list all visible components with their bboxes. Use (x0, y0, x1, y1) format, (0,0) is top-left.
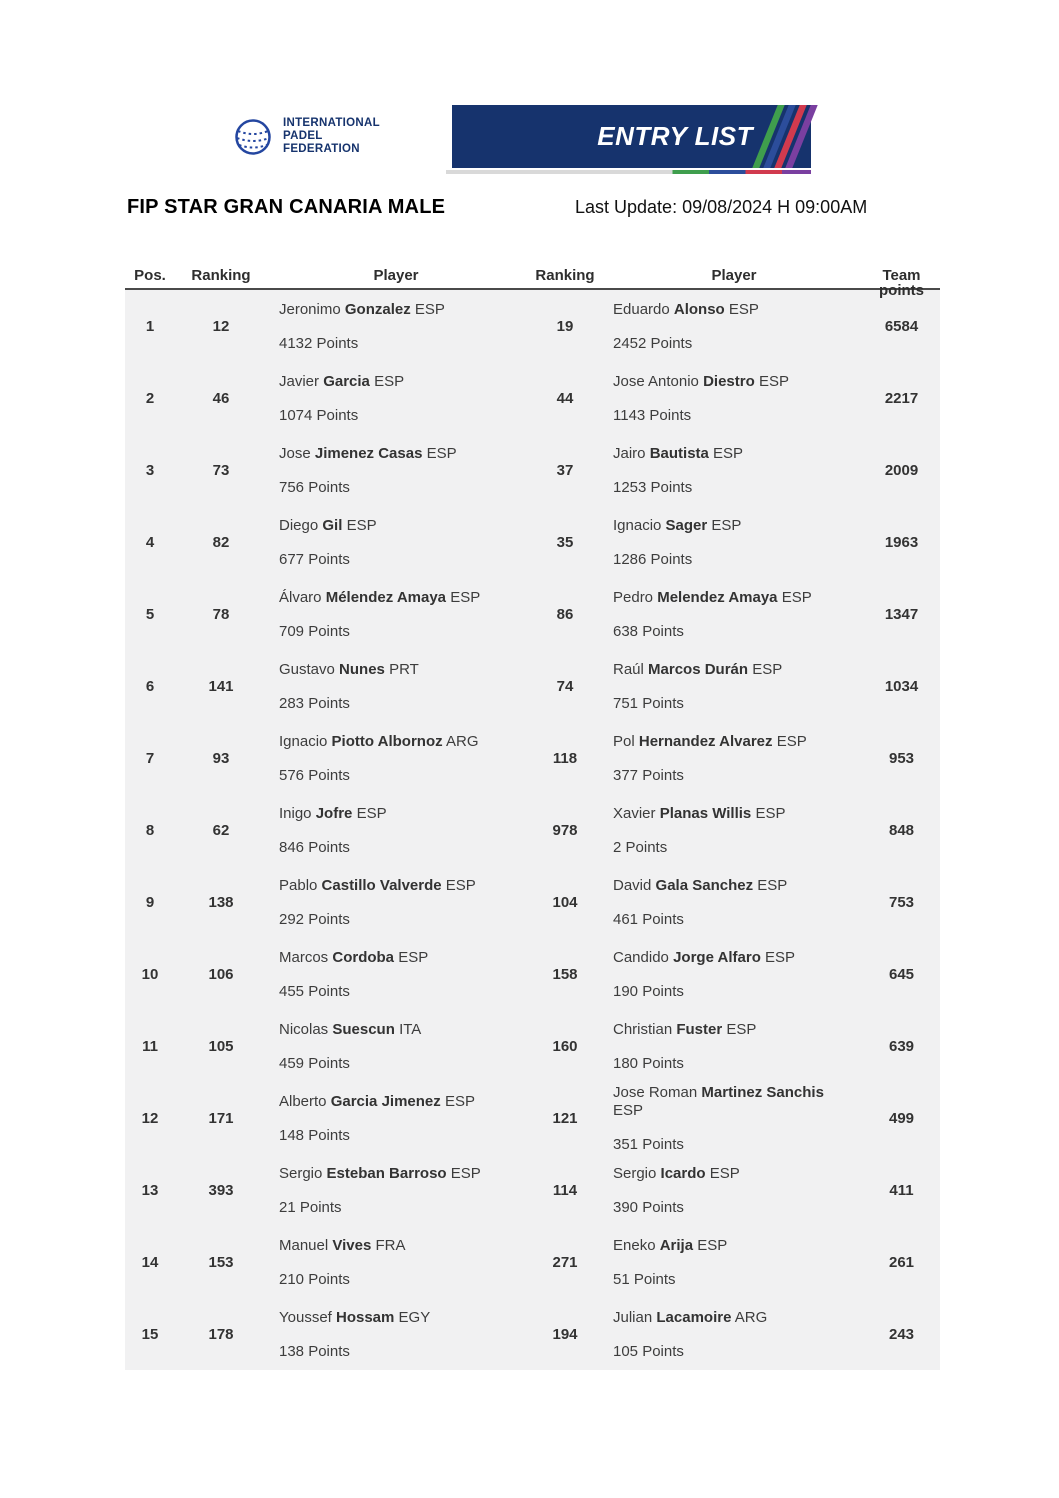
table-row (125, 578, 940, 650)
table-row (125, 794, 940, 866)
player-cell-right (605, 506, 863, 578)
player-country-code: ESP (450, 1164, 481, 1182)
player-name-left (279, 517, 525, 535)
header-team-line1: Team (882, 267, 921, 284)
ipf-logo-line3: FEDERATION (283, 142, 360, 155)
player-last-name: Gala Sanchez (655, 876, 754, 894)
player-points-left: 292 Points (279, 910, 350, 928)
ranking-cell-right: 35 (556, 533, 574, 551)
player-country-code: ESP (728, 300, 759, 318)
player-cell-right (605, 650, 863, 722)
player-last-name: Garcia Jimenez (330, 1092, 441, 1110)
team-points-cell: 2217 (884, 389, 919, 407)
entry-table-body (125, 290, 940, 1370)
player-points-right: 461 Points (613, 910, 684, 928)
player-points-left: 576 Points (279, 766, 350, 784)
position-cell: 15 (141, 1325, 159, 1343)
player-last-name: Suescun (332, 1020, 395, 1038)
player-country-code: ESP (781, 588, 812, 606)
player-cell-left (267, 578, 525, 650)
table-row (125, 506, 940, 578)
player-country-code: ESP (426, 444, 457, 462)
player-name-left (279, 661, 525, 679)
player-name-right (613, 1237, 835, 1255)
player-points-left: 459 Points (279, 1054, 350, 1072)
player-cell-left (267, 1154, 525, 1226)
player-cell-left (267, 1082, 525, 1154)
player-first-name: Julian (613, 1308, 653, 1326)
ranking-cell-left: 153 (208, 1253, 234, 1271)
ipf-logo-line1: INTERNATIONAL (283, 117, 380, 130)
player-name-left (279, 805, 525, 823)
player-cell-right (605, 1226, 863, 1298)
player-country-code: ESP (356, 804, 387, 822)
ranking-cell-left: 393 (208, 1181, 234, 1199)
player-name-left (279, 445, 525, 463)
ipf-logo-line2: PADEL (283, 130, 323, 143)
player-points-right: 1253 Points (613, 478, 693, 496)
header-player-left: Player (373, 267, 419, 284)
player-cell-right (605, 1298, 863, 1370)
player-cell-right (605, 434, 863, 506)
player-first-name: Jeronimo (279, 300, 341, 318)
player-points-right: 51 Points (613, 1270, 676, 1288)
entry-table (125, 265, 940, 1370)
player-country-code: ESP (346, 516, 377, 534)
player-country-code: ESP (757, 876, 788, 894)
position-cell: 2 (145, 389, 155, 407)
player-first-name: Ignacio (279, 732, 328, 750)
player-points-left: 138 Points (279, 1342, 350, 1360)
player-first-name: Jose Roman (613, 1083, 698, 1101)
position-cell: 13 (141, 1181, 159, 1199)
player-country-code: ESP (713, 444, 744, 462)
table-row (125, 650, 940, 722)
player-last-name: Bautista (649, 444, 709, 462)
player-first-name: Nicolas (279, 1020, 329, 1038)
player-last-name: Sager (665, 516, 708, 534)
player-cell-left (267, 1226, 525, 1298)
player-last-name: Mélendez Amaya (325, 588, 447, 606)
player-cell-left (267, 434, 525, 506)
team-points-cell: 261 (888, 1253, 915, 1271)
player-cell-left (267, 866, 525, 938)
player-cell-right (605, 866, 863, 938)
player-country-code: ESP (776, 732, 807, 750)
player-first-name: Jose Antonio (613, 372, 699, 390)
ranking-cell-left: 178 (208, 1325, 234, 1343)
player-points-right: 2 Points (613, 838, 668, 856)
player-cell-right (605, 578, 863, 650)
player-cell-right (605, 1010, 863, 1082)
player-cell-left (267, 1010, 525, 1082)
player-first-name: Sergio (613, 1164, 657, 1182)
player-points-left: 1074 Points (279, 406, 359, 424)
player-cell-right (605, 722, 863, 794)
position-cell: 11 (142, 1037, 158, 1055)
ranking-cell-left: 73 (212, 461, 230, 479)
position-cell: 1 (145, 317, 155, 335)
header-pos: Pos. (134, 267, 166, 284)
player-cell-left (267, 722, 525, 794)
player-points-right: 751 Points (613, 694, 684, 712)
player-country-code: ESP (726, 1020, 757, 1038)
player-points-right: 1143 Points (613, 406, 692, 424)
player-first-name: Inigo (279, 804, 312, 822)
player-points-right: 638 Points (613, 622, 684, 640)
player-country-code: ESP (765, 948, 796, 966)
player-points-right: 190 Points (613, 982, 684, 1000)
ranking-cell-right: 121 (552, 1109, 578, 1127)
ranking-cell-left: 93 (212, 749, 230, 767)
player-cell-right (605, 362, 863, 434)
player-country-code: ESP (445, 876, 476, 894)
header-team-points (863, 265, 940, 298)
player-name-left (279, 877, 525, 895)
player-last-name: Jimenez Casas (314, 444, 423, 462)
player-first-name: Pol (613, 732, 635, 750)
player-name-right (613, 301, 835, 319)
player-first-name: Pedro (613, 588, 654, 606)
table-row (125, 938, 940, 1010)
player-first-name: Alberto (279, 1092, 327, 1110)
table-row (125, 1298, 940, 1370)
player-first-name: Gustavo (279, 660, 335, 678)
player-name-left (279, 733, 525, 751)
position-cell: 3 (145, 461, 155, 479)
player-name-right (613, 949, 835, 967)
player-name-left (279, 589, 525, 607)
player-country-code: ESP (374, 372, 405, 390)
player-last-name: Lacamoire (656, 1308, 732, 1326)
ranking-cell-right: 194 (552, 1325, 578, 1343)
player-name-right (613, 517, 835, 535)
player-name-right (613, 1309, 835, 1327)
player-points-right: 2452 Points (613, 334, 693, 352)
player-cell-left (267, 650, 525, 722)
table-row (125, 290, 940, 362)
player-last-name: Melendez Amaya (657, 588, 778, 606)
player-first-name: Sergio (279, 1164, 323, 1182)
team-points-cell: 6584 (884, 317, 919, 335)
player-points-left: 4132 Points (279, 334, 359, 352)
player-country-code: ITA (399, 1020, 422, 1038)
position-cell: 4 (145, 533, 155, 551)
position-cell: 5 (145, 605, 155, 623)
player-last-name: Alonso (673, 300, 725, 318)
player-first-name: Pablo (279, 876, 318, 894)
ranking-cell-right: 44 (556, 389, 574, 407)
player-name-right (613, 877, 835, 895)
player-last-name: Icardo (660, 1164, 706, 1182)
player-country-code: ESP (414, 300, 445, 318)
ranking-cell-left: 141 (208, 677, 234, 695)
table-row (125, 362, 940, 434)
player-name-right (613, 805, 835, 823)
player-country-code: PRT (389, 660, 419, 678)
player-first-name: David (613, 876, 652, 894)
position-cell: 8 (145, 821, 155, 839)
player-country-code: ESP (709, 1164, 740, 1182)
team-points-cell: 645 (888, 965, 915, 983)
player-first-name: Raúl (613, 660, 644, 678)
player-first-name: Ignacio (613, 516, 662, 534)
table-header-row (125, 265, 940, 299)
player-cell-left (267, 938, 525, 1010)
team-points-cell: 1347 (884, 605, 919, 623)
player-country-code: ARG (734, 1308, 768, 1326)
ranking-cell-right: 978 (552, 821, 578, 839)
table-row (125, 1226, 940, 1298)
player-country-code: ESP (752, 660, 783, 678)
player-country-code: EGY (398, 1308, 431, 1326)
player-country-code: ESP (450, 588, 481, 606)
player-points-right: 1286 Points (613, 550, 693, 568)
player-name-left (279, 1021, 525, 1039)
player-points-right: 180 Points (613, 1054, 684, 1072)
player-first-name: Candido (613, 948, 669, 966)
player-first-name: Youssef (279, 1308, 332, 1326)
team-points-cell: 848 (888, 821, 915, 839)
ranking-cell-right: 104 (552, 893, 578, 911)
player-last-name: Arija (659, 1236, 694, 1254)
banner-underline-decoration (446, 170, 811, 174)
player-cell-left (267, 1298, 525, 1370)
player-first-name: Eduardo (613, 300, 670, 318)
player-first-name: Álvaro (279, 588, 322, 606)
player-last-name: Hossam (336, 1308, 395, 1326)
player-country-code: FRA (375, 1236, 406, 1254)
player-last-name: Marcos Durán (648, 660, 749, 678)
player-country-code: ESP (613, 1101, 644, 1119)
player-last-name: Hernandez Alvarez (638, 732, 773, 750)
team-points-cell: 753 (888, 893, 915, 911)
table-row (125, 722, 940, 794)
player-name-right (613, 373, 835, 391)
player-points-right: 105 Points (613, 1342, 684, 1360)
player-points-left: 455 Points (279, 982, 350, 1000)
header-ranking-right: Ranking (535, 267, 595, 284)
ranking-cell-right: 19 (556, 317, 574, 335)
player-last-name: Castillo Valverde (321, 876, 442, 894)
ranking-cell-right: 114 (552, 1181, 578, 1199)
position-cell: 6 (145, 677, 155, 695)
team-points-cell: 2009 (884, 461, 919, 479)
player-first-name: Xavier (613, 804, 656, 822)
player-first-name: Christian (613, 1020, 673, 1038)
ranking-cell-right: 37 (556, 461, 574, 479)
player-name-right (613, 1165, 835, 1183)
ipf-logo (205, 105, 452, 168)
player-last-name: Piotto Albornoz (331, 732, 443, 750)
player-name-right (613, 1021, 835, 1039)
player-points-left: 148 Points (279, 1126, 350, 1144)
ipf-ball-icon (233, 117, 273, 157)
player-name-left (279, 373, 525, 391)
ranking-cell-right: 74 (556, 677, 574, 695)
ranking-cell-left: 46 (212, 389, 230, 407)
player-points-left: 283 Points (279, 694, 350, 712)
player-cell-right (605, 1154, 863, 1226)
team-points-cell: 1963 (884, 533, 919, 551)
player-last-name: Cordoba (332, 948, 395, 966)
player-points-left: 756 Points (279, 478, 350, 496)
player-country-code: ESP (398, 948, 429, 966)
header-player-right: Player (711, 267, 757, 284)
player-last-name: Martinez Sanchis (701, 1083, 824, 1101)
player-points-left: 21 Points (279, 1198, 342, 1216)
player-cell-left (267, 290, 525, 362)
player-first-name: Manuel (279, 1236, 329, 1254)
team-points-cell: 499 (888, 1109, 915, 1127)
ranking-cell-right: 118 (552, 749, 578, 767)
player-last-name: Garcia (323, 372, 370, 390)
ranking-cell-left: 106 (208, 965, 234, 983)
team-points-cell: 411 (889, 1181, 914, 1199)
ranking-cell-right: 160 (552, 1037, 578, 1055)
player-country-code: ARG (445, 732, 479, 750)
player-cell-left (267, 506, 525, 578)
player-name-left (279, 1093, 525, 1111)
player-name-right (613, 1084, 835, 1120)
player-cell-right (605, 1082, 863, 1154)
player-name-left (279, 1237, 525, 1255)
player-country-code: ESP (697, 1236, 728, 1254)
player-country-code: ESP (758, 372, 789, 390)
ranking-cell-left: 138 (208, 893, 234, 911)
position-cell: 9 (145, 893, 155, 911)
table-row (125, 434, 940, 506)
player-first-name: Marcos (279, 948, 329, 966)
player-name-right (613, 589, 835, 607)
table-row (125, 1010, 940, 1082)
player-last-name: Fuster (676, 1020, 723, 1038)
player-last-name: Jofre (315, 804, 353, 822)
header-team-line2: points (879, 282, 924, 299)
player-points-right: 390 Points (613, 1198, 684, 1216)
table-row (125, 1154, 940, 1226)
ranking-cell-right: 86 (556, 605, 574, 623)
team-points-cell: 639 (888, 1037, 915, 1055)
page-title: FIP STAR GRAN CANARIA MALE (127, 196, 446, 218)
player-points-left: 677 Points (279, 550, 350, 568)
player-name-right (613, 445, 835, 463)
position-cell: 10 (141, 965, 159, 983)
player-last-name: Esteban Barroso (326, 1164, 447, 1182)
ranking-cell-left: 62 (212, 821, 230, 839)
player-first-name: Javier (279, 372, 320, 390)
player-country-code: ESP (711, 516, 742, 534)
player-name-left (279, 949, 525, 967)
ranking-cell-left: 171 (208, 1109, 234, 1127)
player-name-left (279, 1165, 525, 1183)
player-first-name: Jose (279, 444, 311, 462)
team-points-cell: 1034 (884, 677, 919, 695)
player-country-code: ESP (755, 804, 786, 822)
player-name-right (613, 733, 835, 751)
header-ranking-left: Ranking (191, 267, 251, 284)
ipf-logo-text (283, 117, 380, 156)
player-cell-right (605, 290, 863, 362)
position-cell: 14 (141, 1253, 159, 1271)
player-last-name: Gil (322, 516, 343, 534)
ranking-cell-right: 271 (552, 1253, 578, 1271)
player-last-name: Vives (332, 1236, 372, 1254)
table-row (125, 866, 940, 938)
header-banner (205, 105, 811, 168)
entry-list-label: ENTRY LIST (597, 121, 753, 151)
ranking-cell-right: 158 (552, 965, 578, 983)
position-cell: 7 (145, 749, 155, 767)
player-points-left: 846 Points (279, 838, 350, 856)
team-points-cell: 953 (888, 749, 915, 767)
banner-navy-panel (452, 105, 811, 168)
player-cell-left (267, 794, 525, 866)
player-points-left: 709 Points (279, 622, 350, 640)
player-cell-right (605, 794, 863, 866)
player-cell-right (605, 938, 863, 1010)
player-last-name: Diestro (703, 372, 755, 390)
ranking-cell-left: 12 (212, 317, 230, 335)
player-first-name: Jairo (613, 444, 646, 462)
player-points-right: 377 Points (613, 766, 684, 784)
player-last-name: Jorge Alfaro (673, 948, 761, 966)
position-cell: 12 (141, 1109, 159, 1127)
team-points-cell: 243 (888, 1325, 915, 1343)
banner-stripes-decoration (752, 105, 817, 168)
player-name-left (279, 301, 525, 319)
player-last-name: Planas Willis (659, 804, 752, 822)
player-name-right (613, 661, 835, 679)
player-last-name: Gonzalez (344, 300, 411, 318)
ranking-cell-left: 105 (208, 1037, 234, 1055)
ranking-cell-left: 78 (212, 605, 230, 623)
player-points-right: 351 Points (613, 1135, 684, 1153)
ranking-cell-left: 82 (212, 533, 230, 551)
table-row (125, 1082, 940, 1154)
player-last-name: Nunes (339, 660, 385, 678)
player-first-name: Eneko (613, 1236, 656, 1254)
player-country-code: ESP (444, 1092, 475, 1110)
player-points-left: 210 Points (279, 1270, 350, 1288)
player-name-left (279, 1309, 525, 1327)
last-update-text: Last Update: 09/08/2024 H 09:00AM (575, 197, 868, 217)
player-first-name: Diego (279, 516, 319, 534)
player-cell-left (267, 362, 525, 434)
